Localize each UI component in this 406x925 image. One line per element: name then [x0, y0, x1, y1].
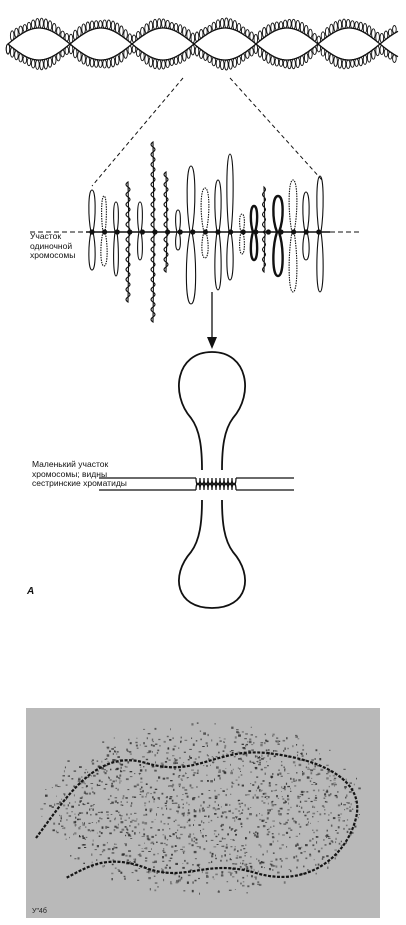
lampbrush-loop [289, 232, 297, 292]
chromomere-bead [253, 229, 258, 234]
lampbrush-loop [240, 232, 245, 254]
chromomere-bead [165, 229, 170, 234]
lampbrush-loop [151, 232, 155, 322]
lampbrush-loop [251, 206, 257, 232]
lampbrush-loop [201, 188, 209, 232]
lampbrush-loop [89, 190, 95, 232]
lampbrush-loop [187, 166, 195, 232]
chromomere-bead [89, 229, 94, 234]
lampbrush-loop [164, 232, 168, 272]
chromomere-bead [203, 229, 208, 234]
chromomere-bead [140, 229, 145, 234]
lampbrush-loop [126, 182, 130, 232]
zoom-arrow [207, 292, 217, 349]
chromomere-bead [127, 229, 132, 234]
chromomere-bead [152, 229, 157, 234]
lampbrush-loop [176, 232, 181, 250]
lampbrush-loop [263, 232, 266, 272]
lampbrush-loop [176, 210, 181, 232]
lampbrush-loop [114, 202, 119, 232]
lampbrush-loop [102, 196, 107, 232]
helix-loop-fringe [6, 18, 396, 70]
chromomere-bead [178, 229, 183, 234]
lampbrush-loop [114, 232, 119, 276]
lampbrush-loop [317, 232, 323, 292]
micrograph-photo [26, 708, 380, 918]
micrograph-corner-text: У"4б [32, 908, 47, 915]
lampbrush-loop [317, 176, 323, 232]
lampbrush-loop [215, 180, 221, 232]
lampbrush-loop [251, 232, 257, 260]
lampbrush-loop [289, 180, 297, 232]
lower-loop [179, 500, 245, 608]
chromomere-bead [278, 229, 283, 234]
panel-letter-a: А [27, 586, 35, 597]
micrograph-texture [26, 708, 380, 918]
lampbrush-loop [138, 202, 143, 232]
lampbrush-loop [273, 196, 282, 232]
chromatin-speckles [40, 722, 361, 894]
lampbrush-loop [303, 232, 309, 260]
chromomere-bead [215, 229, 220, 234]
lampbrush-loop [215, 232, 221, 290]
lampbrush-loop [263, 187, 266, 232]
lampbrush-loop [273, 232, 282, 276]
label-single-chromosome-region: Участок одиночной хромосомы [30, 231, 76, 260]
chromomere-bead [316, 229, 321, 234]
zoom-guide-lines [92, 78, 322, 186]
chromomere-bead [266, 229, 271, 234]
lampbrush-loop [202, 232, 208, 258]
lampbrush-loop [164, 172, 168, 232]
lampbrush-loop [138, 232, 143, 260]
chromomere-bead [115, 229, 120, 234]
chromomere-bead [228, 229, 233, 234]
chromomere-bead [304, 229, 309, 234]
lampbrush-loop [151, 142, 155, 232]
lampbrush-loop [240, 214, 245, 232]
lampbrush-loop [227, 154, 233, 232]
label-sister-chromatids-region: Маленький участок хромосомы; видны сестринские хроматиды [32, 459, 127, 488]
chromosome-overview-helix [6, 18, 398, 70]
upper-loop [179, 352, 245, 470]
lampbrush-loop [186, 232, 195, 304]
chromomere-bead [241, 229, 246, 234]
lampbrush-loop [126, 232, 130, 302]
chromomere-bead [190, 229, 195, 234]
lampbrush-loop [303, 192, 309, 232]
lampbrush-loop [227, 232, 233, 280]
chromomere-bead [291, 229, 296, 234]
lampbrush-loop [101, 232, 107, 266]
chromomere-bead [102, 229, 107, 234]
